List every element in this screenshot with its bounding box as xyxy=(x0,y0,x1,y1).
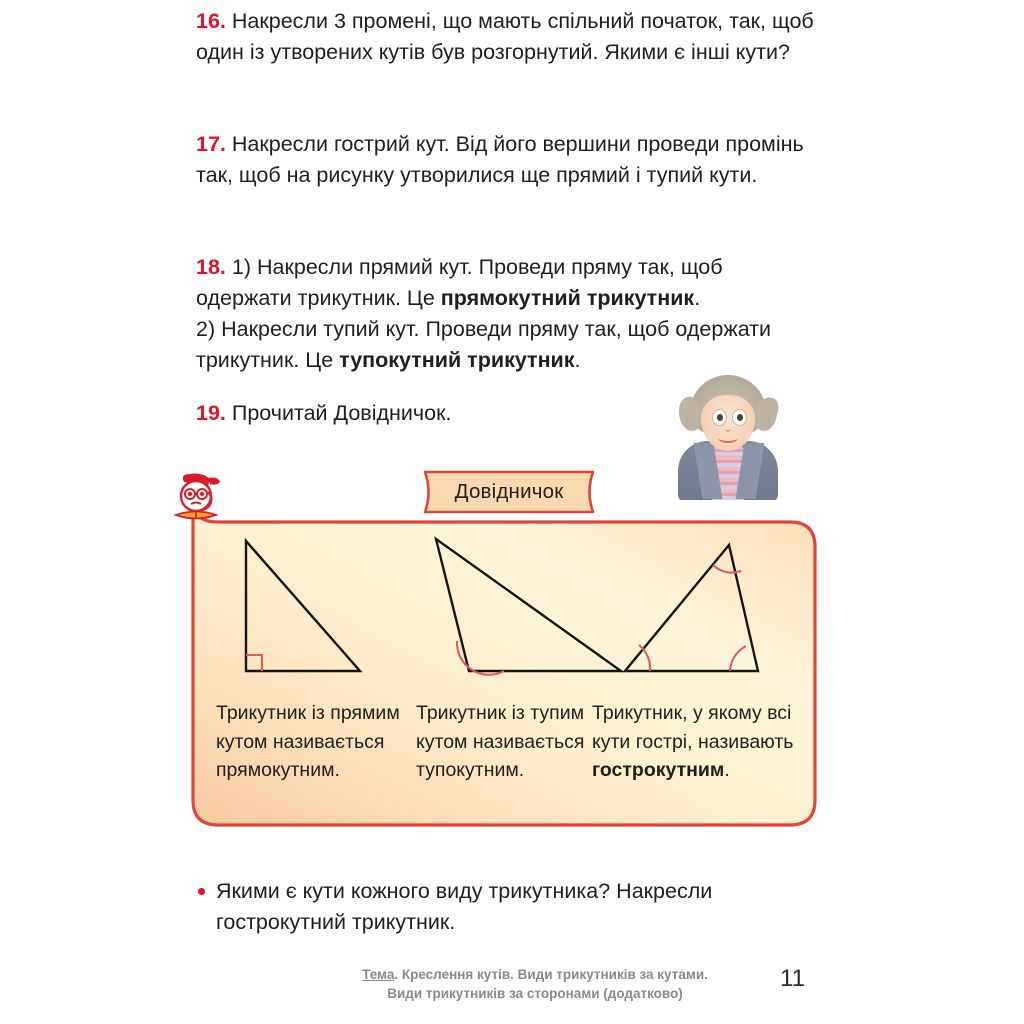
exercise-17-text: Накресли гострий кут. Від його вершини проведи промінь так, щоб на рисунку утворилися ще прямий і тупий кути. xyxy=(196,132,804,187)
exercise-19-text: Прочитай Довідничок. xyxy=(231,401,452,425)
character-eye-right xyxy=(732,409,747,426)
exercise-19-number: 19. xyxy=(196,401,226,425)
exercise-18-part-2 xyxy=(196,314,822,376)
exercise-18-number: 18. xyxy=(196,255,226,279)
footer-line-1: . Креслення кутів. Види трикутників за кутами. xyxy=(394,967,708,982)
page-number: 11 xyxy=(780,965,805,992)
exercise-18-part1-prefix: 1) Накресли прямий кут. Проведи пряму так, щоб одержати трикутник. Це xyxy=(196,255,723,310)
reference-box-tab-label: Довідничок xyxy=(454,480,564,503)
bullet-task xyxy=(196,876,822,938)
exercise-16-text: Накресли 3 промені, що мають спільний початок, так, щоб один із утворених кутів був розгорнутий. Якими є інші кути? xyxy=(196,9,814,64)
exercise-18-part2-suffix: . xyxy=(574,348,581,372)
character-nose xyxy=(725,425,731,432)
exercise-18-part1-suffix: . xyxy=(694,286,701,310)
caption-acute-triangle xyxy=(592,699,806,785)
exercise-18-part2-bold: тупокутний трикутник xyxy=(339,348,575,372)
reading-mascot-icon xyxy=(168,470,230,532)
exercise-18-part1-bold: прямокутний трикутник xyxy=(440,286,695,310)
character-eye-left xyxy=(712,409,727,426)
bullet-task-text: Якими є кути кожного виду трикутника? Накресли гострокутний трикутник. xyxy=(216,879,713,934)
triangle-figures-row xyxy=(216,527,792,687)
acute-triangle-figure xyxy=(616,527,801,687)
exercise-16-number: 16. xyxy=(196,9,226,33)
caption-right-triangle: Трикутник із прямим кутом називається прямокутним. xyxy=(216,702,400,781)
reference-box-body xyxy=(190,497,818,828)
right-triangle-figure xyxy=(238,527,423,687)
reference-box-tab xyxy=(411,470,607,514)
caption-acute-prefix: Трикутник, у якому всі кути гострі, називають xyxy=(592,702,794,753)
triangle-captions-row xyxy=(216,699,806,785)
exercise-17-number: 17. xyxy=(196,132,226,156)
exercise-18-part2-prefix: 2) Накресли тупий кут. Проведи пряму так, щоб одержати трикутник. Це xyxy=(196,317,772,372)
exercise-17 xyxy=(196,129,822,191)
exercise-16 xyxy=(196,6,822,68)
exercise-18-part-1 xyxy=(196,252,822,314)
caption-obtuse-triangle: Трикутник із тупим кутом називається тупокутним. xyxy=(416,702,585,781)
footer-topic xyxy=(300,965,770,1003)
footer-line-2: Види трикутників за сторонами (додатково) xyxy=(387,986,683,1001)
obtuse-triangle-figure xyxy=(421,527,639,687)
bullet-dot-icon xyxy=(198,888,205,895)
caption-acute-bold: гострокутним xyxy=(592,759,725,781)
footer-tema-label: Тема xyxy=(362,967,395,982)
reference-box xyxy=(190,470,822,832)
character-mouth xyxy=(718,433,738,443)
caption-acute-suffix: . xyxy=(724,759,730,781)
